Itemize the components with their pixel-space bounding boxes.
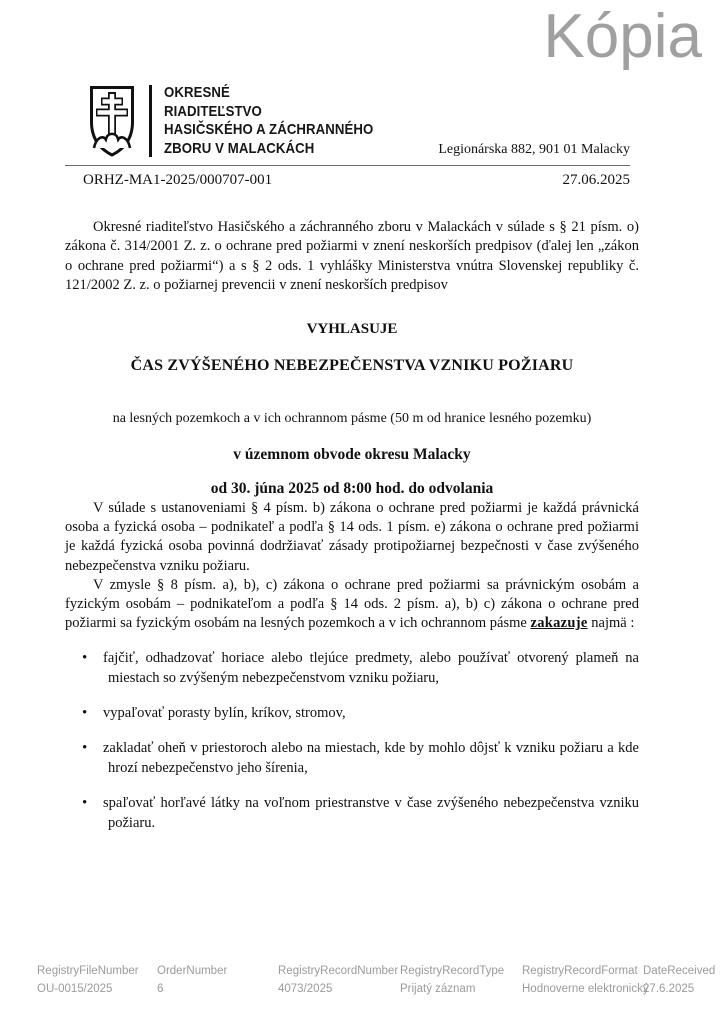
- registry-field-label: RegistryFileNumber: [37, 965, 139, 977]
- intro-paragraph: Okresné riaditeľstvo Hasičského a záchranného zboru v Malackách v súlade s § 21 písm. o) zákona č. 314/2001 Z. z. o ochrane pred požiarmi v znení neskorších predpisov (ďalej len „zákon o ochrane pred požiarmi“) a s § 2 ods. 1 vyhlášky Ministerstva vnútra Slovenskej republiky č. 121/2002 Z. z. o požiarnej prevencii v znení neskorších predpisov: [65, 219, 639, 293]
- list-item-text: fajčiť, odhadzovať horiace alebo tlejúce predmety, alebo používať otvorený plameň na miestach so zvýšeným nebezpečenstvom vzniku požiaru,: [103, 649, 639, 686]
- district-line: v územnom obvode okresu Malacky: [233, 446, 471, 464]
- reference-number: ORHZ-MA1-2025/000707-001: [83, 172, 273, 188]
- slovak-coat-of-arms-icon: [88, 84, 136, 158]
- org-name-line: ZBORU V MALACKÁCH: [164, 139, 315, 157]
- list-item: [65, 648, 639, 688]
- registry-field: [400, 962, 522, 998]
- registry-field-label: RegistryRecordType: [400, 965, 505, 977]
- list-item: [65, 793, 639, 833]
- registry-field-value: 27.6.2025: [643, 983, 695, 995]
- paragraph-obligations: V súlade s ustanoveniami § 4 písm. b) zákona o ochrane pred požiarmi je každá právnická osoba a fyzická osoba – podnikateľ a podľa § 14 ods. 1 písm. e) zákona o ochrane pred požiarmi je každá fyzická osoba povinná dodržiavať zásady protipožiarnej bezpečnosti v čase zvýšeného nebezpečenstva vzniku požiaru.: [65, 499, 639, 574]
- scope-line: na lesných pozemkoch a v ich ochrannom pásme (50 m od hranice lesného pozemku): [112, 410, 592, 426]
- bullet-marker: •: [82, 649, 88, 666]
- list-item-text: vypaľovať porasty bylín, kríkov, stromov,: [103, 704, 346, 721]
- declare-heading: VYHLASUJE: [306, 321, 398, 338]
- list-item-text: spaľovať horľavé látky na voľnom priestranstve v čase zvýšeného nebezpečenstva vzniku požiaru.: [103, 794, 639, 831]
- registry-footer: [37, 962, 715, 998]
- list-item: [65, 738, 639, 778]
- registry-field-value: 4073/2025: [278, 983, 333, 995]
- registry-field: [157, 962, 278, 998]
- bullet-marker: •: [82, 739, 88, 756]
- registry-field-value: Prijatý záznam: [400, 983, 476, 995]
- paragraph-prohibitions-lead: [65, 576, 639, 634]
- registry-field-value: 6: [157, 983, 164, 995]
- prohibitions-list: [65, 648, 639, 833]
- list-item-text: zakladať oheň v priestoroch alebo na miestach, kde by mohlo dôjsť k vzniku požiaru a kde hrozí nebezpečenstvo jeho šírenia,: [103, 739, 639, 776]
- org-logo: [88, 84, 402, 158]
- registry-field: [37, 962, 157, 998]
- registry-field-label: RegistryRecordNumber: [278, 965, 399, 977]
- paragraph-prohibitions-tail: najmä :: [587, 615, 635, 632]
- registry-field-label: RegistryRecordFormat: [522, 965, 638, 977]
- effective-line: od 30. júna 2025 od 8:00 hod. do odvolania: [210, 480, 494, 498]
- org-name: [164, 84, 373, 158]
- org-name-line: HASIČSKÉHO A ZÁCHRANNÉHO: [164, 121, 374, 138]
- copy-watermark: Kópia: [543, 2, 702, 71]
- registry-field: [643, 962, 715, 998]
- bullet-marker: •: [82, 704, 88, 721]
- org-name-line: OKRESNÉ: [164, 84, 230, 101]
- main-heading: ČAS ZVÝŠENÉHO NEBEZPEČENSTVA VZNIKU POŽIARU: [130, 357, 574, 375]
- registry-field: [522, 962, 649, 998]
- registry-field-value: Hodnoverne elektronický: [522, 983, 649, 995]
- registry-field-label: OrderNumber: [157, 965, 228, 977]
- logo-divider: [149, 85, 152, 157]
- paragraph-prohibitions-text: V zmysle § 8 písm. a), b), c) zákona o ochrane pred požiarmi sa právnickým osobám a fyzickým osobám – podnikateľom a podľa § 14 ods. 2 písm. a), b) c) zákona o ochrane pred požiarmi sa fyzickým osobám na lesných pozemkoch a v ich ochrannom pásme: [65, 576, 639, 632]
- header-rule: [65, 165, 630, 166]
- list-item: [65, 703, 639, 723]
- document-body: [65, 218, 639, 848]
- bullet-marker: •: [82, 794, 88, 811]
- org-name-line: RIADITEĽSTVO: [164, 102, 262, 120]
- org-address: Legionárska 882, 901 01 Malacky: [438, 142, 630, 157]
- document-date: 27.06.2025: [562, 172, 630, 188]
- registry-field-label: DateReceived: [643, 965, 716, 977]
- registry-field: [278, 962, 400, 998]
- prohibited-emphasis: zakazuje: [530, 615, 588, 632]
- registry-field-value: OU-0015/2025: [37, 983, 113, 995]
